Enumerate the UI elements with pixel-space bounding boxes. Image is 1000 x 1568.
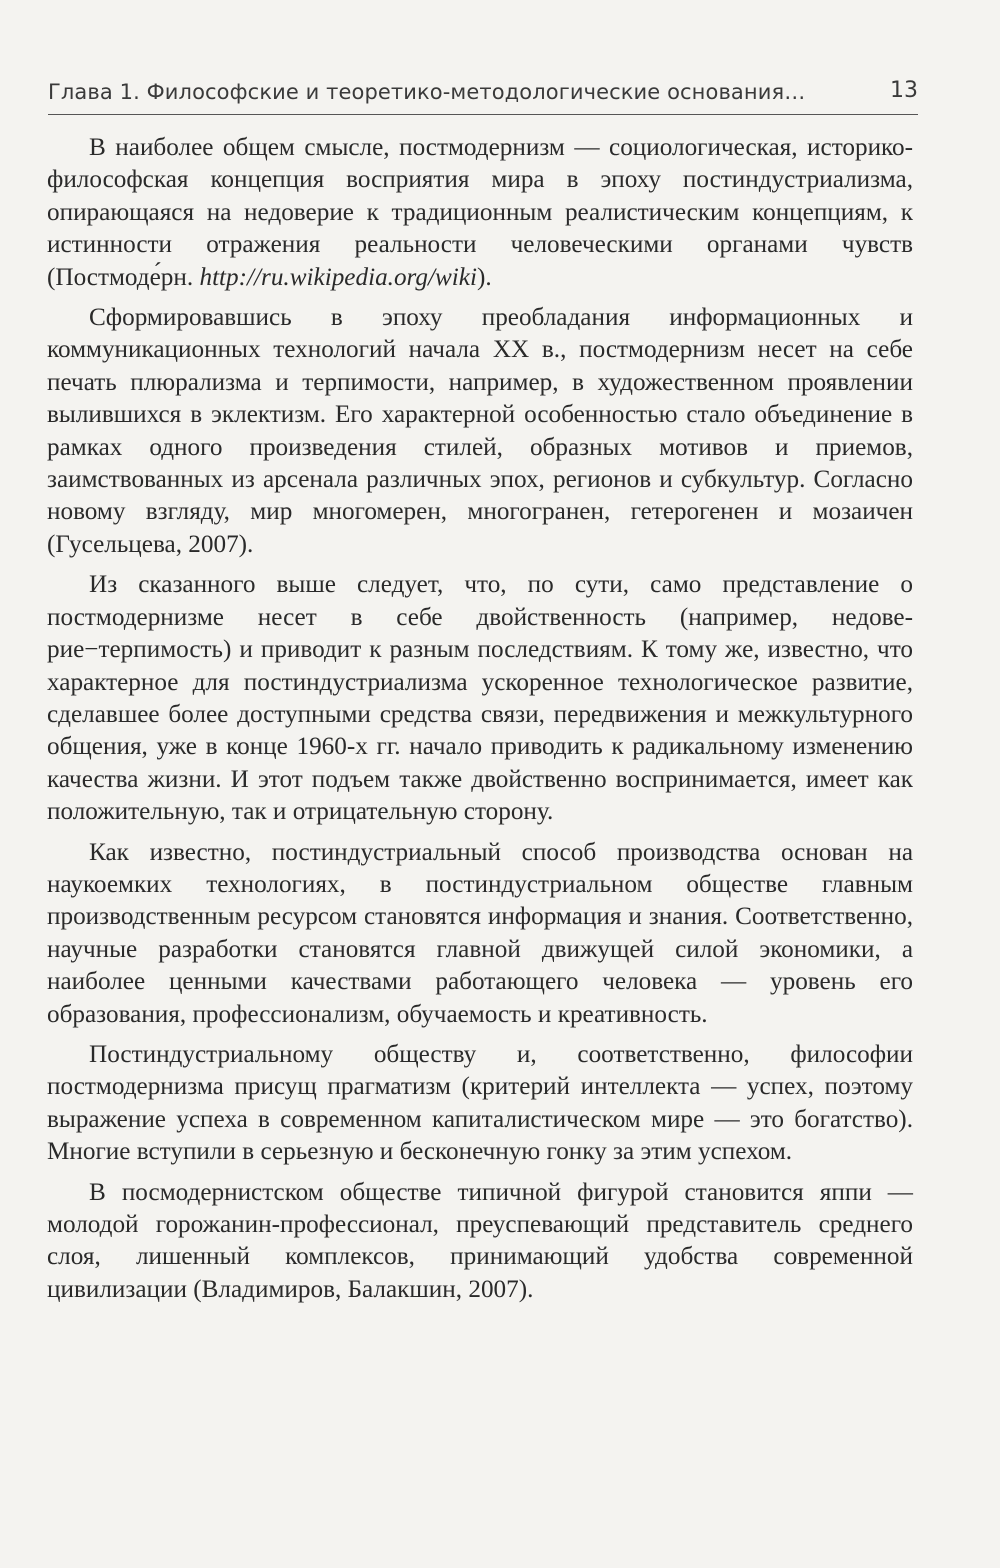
paragraph-4: Как известно, постиндустриальный способ производства основан на наукоемких технологиях, в постиндустриальном обществе главным производственным ресурсом становятся информация и знания. Соответственно, научные разработки становятся главной движущей силой экономики, а наиболее ценными качествами работающего человека — уровень его образования, профессионализм, обучаемость и креативность.: [47, 838, 913, 1028]
body-text: [47, 132, 913, 1314]
paragraph-1-tail: ).: [477, 263, 492, 291]
paragraph-2: Сформировавшись в эпоху преобладания информационных и коммуникационных технологий начала XX в., постмодернизм несет на себе печать плюрализма и терпимости, например, в художественном проявлении вылившихся в эклектизм. Его характерной особенностью стало объединение в рамках одного произведения стилей, образных мотивов и приемов, заимствованных из арсенала различных эпох, регионов и субкультур. Согласно новому взгляду, мир многомерен, многогранен, гетерогенен и мозаичен (Гусельцева, 2007).: [47, 304, 913, 558]
paragraph-1-text: В наиболее общем смысле, постмодернизм — социологическая, историко-философская концепция восприятия мира в эпоху постиндустриализма, опирающаяся на недоверие к традиционным реалистическим концепциям, к истинности отражения реальности человеческими органами чувств (Постмоде́рн.: [47, 134, 913, 291]
chapter-title: Глава 1. Философские и теоретико-методологические основания…: [48, 80, 806, 104]
running-header: [48, 78, 918, 115]
page-number: 13: [890, 78, 918, 103]
wikipedia-url: http://ru.wikipedia.org/wiki: [199, 263, 477, 291]
paragraph-5: Постиндустриальному обществу и, соответственно, философии постмодернизма присущ прагматизм (критерий интеллекта — успех, поэтому выражение успеха в современном капиталистическом мире — это богатство). Многие вступили в серьезную и бесконечную гонку за этим успехом.: [47, 1040, 913, 1166]
paragraph-6: В посмодернистском обществе типичной фигурой становится яппи — молодой горожанин-профессионал, преуспевающий представитель среднего слоя, лишенный комплексов, принимающий удобства современной цивилизации (Владимиров, Балакшин, 2007).: [47, 1178, 913, 1303]
paragraph-3: Из сказанного выше следует, что, по сути, само представление о постмодернизме несет в себе двойственность (например, недоверие−терпимость) и приводит к разным последствиям. К тому же, известно, что характерное для постиндустриализма ускоренное технологическое развитие, сделавшее более доступными средства связи, передвижения и межкультурного общения, уже в конце 1960-х гг. начало приводить к радикальному изменению качества жизни. И этот подъем также двойственно воспринимается, имеет как положительную, так и отрицательную сторону.: [47, 571, 913, 826]
paragraph-1: [47, 132, 913, 294]
